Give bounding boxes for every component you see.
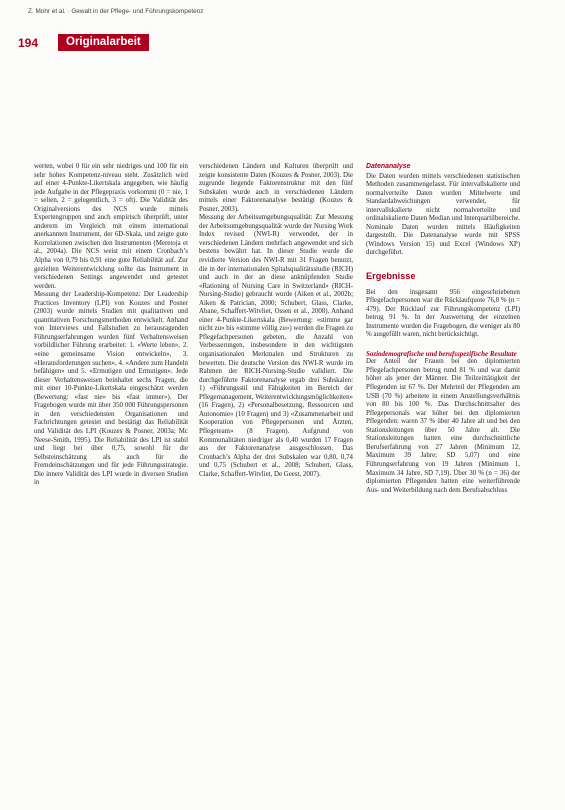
paragraph: Der Anteil der Frauen bei den diplomierten Pflegefachpersonen betrug rund 81 % und war damit höher als jener der Männer. Die Teilzeittätigkeit der Pflegenden ist 67 %. Der Mehrteil der Pflegenden am USB (70 %) arbeitete in einem Anstellungsverhältnis von 80 bis 100 %. Das Durchschnittsalter des Pflegepersonals war höher bei den diplomierten Pflegenden: waren 37 % über 40 Jahre alt und bei den Stationsleitungen über 50 Jahre alt. Die Stationsleitungen hatten eine durchschnittliche Berufserfahrung von 27 Jahren (Minimum 12, Maximum 39 Jahre; SD 5,07) und eine Führungserfahrung von 19 Jahren (Minimum 1, Maximum 34 Jahre, SD 7,19). Über 30 % (n = 36) der diplomierten Pflegenden hatten eine weiterführende Aus- und Weiterbildung nach dem Berufsabschluss [366, 358, 520, 494]
section-tag: Originalarbeit [58, 34, 149, 51]
paragraph: Messung der Leadership-Kompetenz: Der Leadership Practices Inventory (LPI) von Kouzes und Posner (2003) wurde mittels Studien mit qualitativen und quantitativen Forschungsmethoden entwickelt. Anhand von Interviews und Fallstudien zu herausragenden Führungserfahrungen wurden fünf Verhaltensweisen vorbildlicher Führung erarbeitet: 1. «Werte leben», 2. «eine gemeinsame Vision entwickeln», 3. «Herausforderungen suchen», 4. «Andere zum Handeln befähigen» und 5. «Ermutigen und Ermutigen». Jede dieser Verhaltensweisen beinhaltet sechs Fragen, die mit einer 10-Punkte-Likertskala eingeschätzt werden (Bewertung: «fast nie» bis «fast immer»). Der Fragebogen wurde mit über 350 000 Führungspersonen in den verschiedensten Organisationen und Fachrichtungen getestet und bestätigt das Reliabilität und Validität des LPI (Kouzes & Posner, 2003a; Mc Neese-Smith, 1995). Die Reliabilität des LPI ist stabil und liegt bei über 0,75, sowohl für die Selbsteinschätzung als auch für die Fremdeinschätzungen und für jede Führungsstrategie. Die innere Validität des LPI wurde in diversen Studien in [34, 291, 188, 487]
running-head [28, 8, 548, 15]
text-column-2 [199, 163, 353, 803]
running-head-text: Z. Mohr et al. · Gewalt in der Pflege- und Führungskompetenz [28, 8, 204, 15]
text-column-1 [34, 163, 188, 803]
text-column-3 [366, 163, 520, 803]
page-number: 194 [18, 36, 39, 50]
paragraph: werten, wobei 0 für ein sehr niedriges und 100 für ein sehr hohes Kompetenz-niveau steht. Zusätzlich wird auf einer 4-Punkte-Likertskala angegeben, wie häufig jede Aufgabe in der Pflegepraxis vorkommt (0 = nie, 1 = selten, 2 = gelegentlich, 3 = oft). Die Validität des Originalversions des NCS wurde mittels Expertengruppen und auch empirisch überprüft, unter anderem im Vergleich mit einem international anerkannten Instrument, der 6D-Skala, und zeigte gute Korrelationen zwischen den Instrumenten (Meretoja et al., 2004a). Die NCS weist mit einem Cronbach’s Alpha von 0,79 bis 0,91 eine gute Reliabilität auf. Zur gezielten Weiterentwicklung sollte das Instrument in verschiedenen Settings angewendet und getestet werden. [34, 163, 188, 290]
paragraph: Die Daten wurden mittels verschiedenen statistischen Methoden zusammengefasst. Für intervallskalierte und normalverteilte Daten wurden Mittelwerte und Standardabweichungen verwendet, für intervallskalierte nicht normalverteilte und ordinalskalierte Daten Median und Interquartilbereiche. Nominale Daten wurden mittels Häufigkeiten dargestellt. Die Datenanalyse wurde mit SPSS (Windows Version 15) und Excel (Windows XP) durchgeführt. [366, 172, 520, 257]
paragraph: verschiedenen Ländern und Kulturen überprüft und zeigte konsistente Daten (Kouzes & Posner, 2003). Die zugrunde liegende Faktorenstruktur mit den fünf Subskalen wurde auch in verschiedenen Ländern mittels einer Faktorenanalyse bestätigt (Kouzes & Posner, 2003). [199, 163, 353, 213]
subheading-soziodemografische: Soziodemografische und berufsspezifische Resultate [366, 349, 517, 358]
subheading-datenanalyse: Datenanalyse [366, 163, 411, 170]
section-heading-ergebnisse: Ergebnisse [366, 271, 416, 282]
paragraph: Messung der Arbeitsumgebungsqualität: Zur Messung der Arbeitsumgebungsqualität wurde der Nursing Work Index revised (NWI-R) verwendet, der in verschiedenen Ländern mehrfach angewendet und sich bestens bewährt hat. In dieser Studie wurde die revidierte Version des NWI-R mit 31 Fragen benutzt, die in der internationalen Spitalsqualitätsstudie (RICH) und auch in der an diese anknüpfenden Studie «Rationing of Nursing Care in Switzerland» (RICH-Nursing-Studie) gebraucht wurde (Aiken et al., 2002b; Aiken & Patrician, 2000; Schubert, Glass, Clarke, Abane, Schaffert-Witvliet, Ossen et al., 2008). Anhand einer 4-Punkte-Likertskala (Bewertung: «stimme gar nicht zu» bis «stimme völlig zu») werden die Fragen zu Pflegefachpersonen gebeten, die Anzahl von Verbesserungen, insbesondere in den wichtigsten organisationalen Merkmalen und Strukturen zu bewerten. Die deutsche Version des NWI-R wurde im Rahmen der RICH-Nursing-Studie validiert. Die durchgeführte Faktorenanalyse ergab drei Subskalen: 1) «Führungsstil und Fähigkeiten im Bereich der Pflegemanagement, Weiterentwicklungsmöglichkeiten» (16 Fragen), 2) «Personalbesetzung, Ressourcen und Autonomie» (10 Fragen) und 3) «Zusammenarbeit und Kooperation von Pflegepersonen und Ärzten, Pflegeteam» (8 Fragen). Aufgrund von Kommunalitäten niedriger als 0,40 wurden 17 Fragen aus der Faktorenanalyse ausgeschlossen. Das Cronbach’s Alpha der drei Subskalen war 0,80, 0,74 und 0,75 (Schubert et al., 2008; Schubert, Glass, Clarke, Schaffert-Witvliet, De Geest, 2007). [199, 214, 353, 478]
paragraph: Bei den insgesamt 956 eingeschriebenen Pflegefachpersonen war die Rücklaufquote 76,8 % (n = 479). Der Rücklauf zur Führungskompetenz (LPI) betrug 91 %. In der Auswertung der einzelnen Instrumente wurden die Fragebogen, die weniger als 80 % ausgefüllt waren, nicht berücksichtigt. [366, 288, 520, 339]
